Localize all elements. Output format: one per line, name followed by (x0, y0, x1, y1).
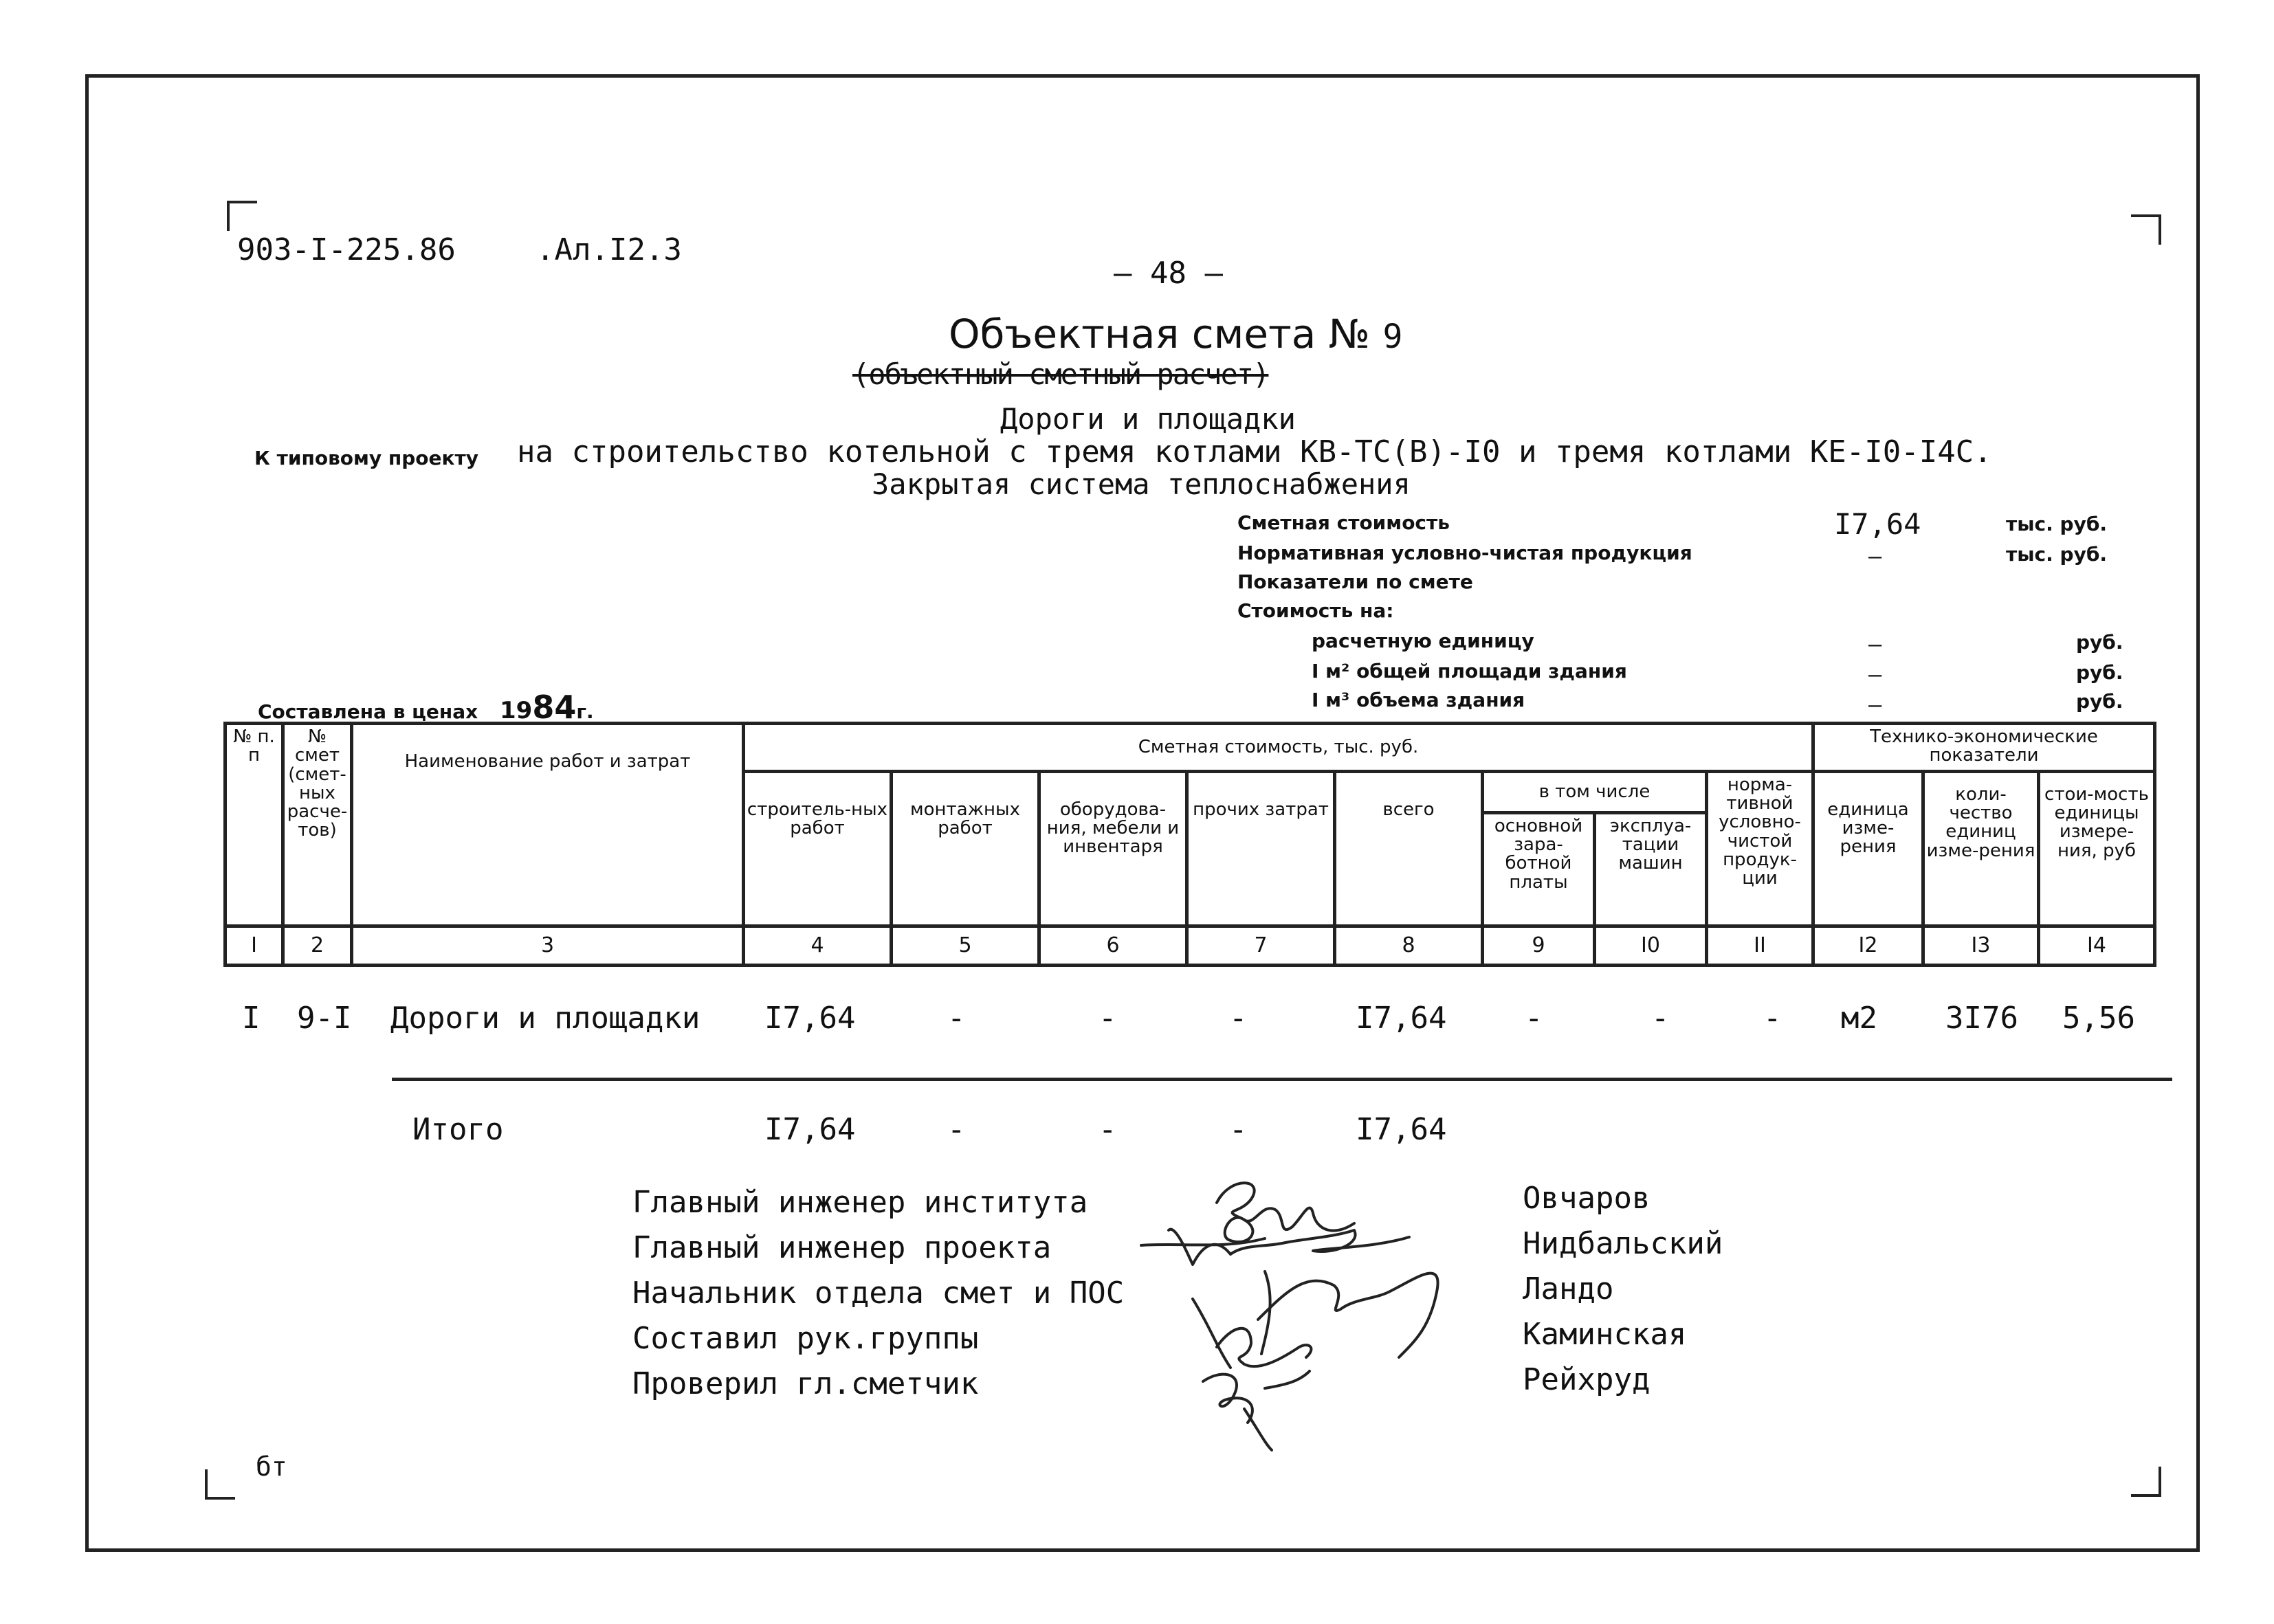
header-smet: № смет (смет-ных расче-тов) (283, 724, 352, 926)
document-code: 903-I-225.86 (237, 232, 456, 267)
summary-area-unit: руб. (2076, 661, 2123, 684)
row-unit: м2 (1841, 1001, 1877, 1036)
signature-scribble-4 (1193, 1299, 1311, 1368)
signature-name: Каминская (1523, 1317, 1687, 1352)
summary-volume-label: I м³ объема здания (1312, 689, 1525, 711)
signature-scribble-2 (1141, 1230, 1409, 1265)
summary-volume-value: — (1868, 691, 1882, 718)
page-number: — 48 — (1114, 256, 1223, 291)
row-unitcost: 5,56 (2062, 1001, 2135, 1036)
project-prefix: К типовому проекту (254, 447, 479, 469)
header-name: Наименование работ и затрат (352, 724, 744, 926)
total-mount: - (947, 1112, 966, 1147)
signature-role: Главный инженер проекта (632, 1230, 1052, 1265)
col-number: I2 (1813, 926, 1923, 966)
col-number: 9 (1483, 926, 1595, 966)
estimate-table-header (223, 722, 2156, 967)
prices-year-suffix: 84 (532, 689, 577, 726)
row-machines: - (1651, 1001, 1670, 1036)
summary-normative-unit: тыс. руб. (2006, 543, 2108, 566)
summary-normative-value: — (1868, 543, 1882, 569)
summary-cost-label: Сметная стоимость (1237, 511, 1450, 534)
signature-name: Нидбальский (1523, 1226, 1723, 1261)
row-smet: 9-I (297, 1001, 352, 1036)
signature-role: Составил рук.группы (632, 1321, 979, 1356)
signature-scribble-3 (1258, 1271, 1438, 1357)
col-number: I0 (1595, 926, 1707, 966)
col-number: 2 (283, 926, 352, 966)
system-line: Закрытая система теплоснабжения (872, 467, 1411, 501)
footer-mark: бт (256, 1451, 287, 1482)
signature-role: Проверил гл.сметчик (632, 1366, 979, 1401)
row-equip: - (1099, 1001, 1117, 1036)
header-unit: единица изме-рения (1813, 771, 1923, 926)
title-text: Объектная смета № (949, 311, 1371, 357)
corner-mark-bottom-left (205, 1469, 235, 1500)
signature-scribble-5 (1203, 1371, 1310, 1450)
col-number: 6 (1039, 926, 1187, 966)
signature-role: Начальник отдела смет и ПОС (632, 1276, 1125, 1311)
summary-cost-value: I7,64 (1834, 507, 1921, 541)
signature-name: Рейхруд (1523, 1362, 1651, 1397)
total-total: I7,64 (1356, 1112, 1447, 1147)
row-qty: 3I76 (1945, 1001, 2018, 1036)
col-number: I (225, 926, 283, 966)
total-build: I7,64 (764, 1112, 856, 1147)
handwritten-signatures (1127, 1161, 1485, 1457)
corner-mark-top-right (2131, 214, 2161, 245)
prices-label (258, 689, 594, 726)
header-unitcost: стои-мость единицы измере-ния, руб (2039, 771, 2155, 926)
header-machines: эксплуа-тации машин (1595, 812, 1707, 926)
total-label: Итого (412, 1112, 504, 1147)
header-cost-group: Сметная стоимость, тыс. руб. (744, 724, 1813, 772)
row-mount: - (947, 1001, 966, 1036)
header-tech-group: Технико-экономические показатели (1813, 724, 2155, 772)
signature-scribble-1 (1217, 1183, 1354, 1242)
row-normative: - (1763, 1001, 1782, 1036)
column-numbers-row (225, 926, 2155, 966)
smeta-number: 9 (1382, 318, 1403, 356)
header-incl: в том числе (1483, 771, 1707, 812)
signature-role: Главный инженер института (632, 1185, 1088, 1220)
summary-normative-label: Нормативная условно-чистая продукция (1237, 542, 1692, 564)
row-total: I7,64 (1356, 1001, 1447, 1036)
summary-area-value: — (1868, 661, 1882, 687)
total-equip: - (1099, 1112, 1117, 1147)
prices-year-unit: г. (576, 700, 594, 723)
header-normative: норма-тивной условно-чистой продук-ции (1707, 771, 1813, 926)
row-wage: - (1525, 1001, 1543, 1036)
signature-name: Овчаров (1523, 1181, 1651, 1216)
summary-unit-calc-value: — (1868, 631, 1882, 657)
col-number: 4 (744, 926, 892, 966)
project-line: на строительство котельной с тремя котлами КВ-ТС(В)-I0 и тремя котлами КЕ-I0-I4С. (517, 434, 1992, 469)
col-number: I3 (1923, 926, 2039, 966)
prices-label-text: Составлена в ценах (258, 700, 478, 723)
corner-mark-bottom-right (2131, 1467, 2161, 1497)
summary-cost-unit: тыс. руб. (2006, 513, 2108, 535)
col-number: 8 (1335, 926, 1483, 966)
col-number: I4 (2039, 926, 2155, 966)
col-number: 5 (892, 926, 1039, 966)
album-code: .Ал.I2.3 (536, 232, 682, 267)
col-number: II (1707, 926, 1813, 966)
total-divider-line (392, 1078, 2172, 1081)
struck-subtitle: (объектный сметный расчет) (852, 357, 1269, 391)
col-number: 3 (352, 926, 744, 966)
row-name: Дороги и площадки (390, 1001, 700, 1036)
header-wage: основной зара-ботной платы (1483, 812, 1595, 926)
header-equip: оборудова-ния, мебели и инвентаря (1039, 771, 1187, 926)
summary-unit-calc-label: расчетную единицу (1312, 630, 1534, 652)
summary-cost-per-label: Стоимость на: (1237, 599, 1394, 622)
summary-area-label: I м² общей площади здания (1312, 660, 1627, 682)
summary-unit-calc-unit: руб. (2076, 631, 2123, 654)
summary-volume-unit: руб. (2076, 690, 2123, 713)
signature-name: Ландо (1523, 1271, 1614, 1306)
prices-year-prefix: 19 (499, 697, 533, 724)
object-name: Дороги и площадки (1000, 402, 1296, 436)
row-np: I (242, 1001, 261, 1036)
header-build: строитель-ных работ (744, 771, 892, 926)
header-qty: коли-чество единиц изме-рения (1923, 771, 2039, 926)
header-total: всего (1335, 771, 1483, 926)
header-other: прочих затрат (1187, 771, 1335, 926)
total-other: - (1229, 1112, 1248, 1147)
row-other: - (1229, 1001, 1248, 1036)
header-mount: монтажных работ (892, 771, 1039, 926)
row-build: I7,64 (764, 1001, 856, 1036)
document-title (949, 311, 1402, 357)
header-np: № п. п (225, 724, 283, 926)
col-number: 7 (1187, 926, 1335, 966)
corner-mark-top-left (227, 201, 257, 231)
summary-indicators-label: Показатели по смете (1237, 570, 1473, 593)
